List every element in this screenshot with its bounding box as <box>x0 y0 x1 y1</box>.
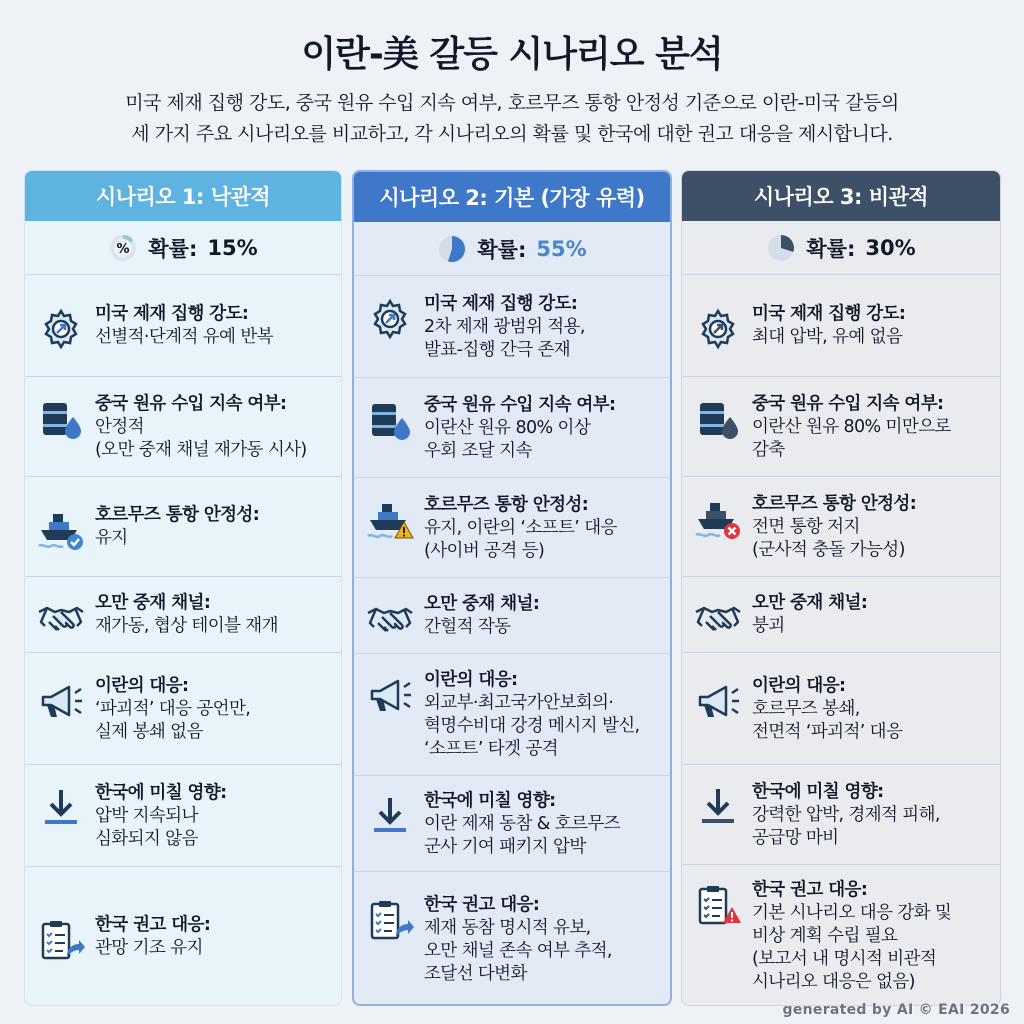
scenario-row <box>354 478 670 578</box>
row-text <box>424 790 664 859</box>
row-value: 외교부·최고국가안보회의· 혁명수비대 강경 메시지 발신, ‘소프트’ 타겟 공격 <box>424 693 640 759</box>
row-value: 제재 동참 명시적 유보, 오만 채널 존속 여부 추적, 조달선 다변화 <box>424 918 612 984</box>
megaphone-icon <box>366 671 414 719</box>
row-label: 중국 원유 수입 지속 여부: <box>424 395 616 415</box>
scenario-row <box>25 377 341 477</box>
row-label: 오만 중재 채널: <box>752 593 868 613</box>
scenario-row <box>682 377 1000 477</box>
row-text <box>95 914 335 960</box>
row-value: 유지, 이란의 ‘소프트’ 대응 (사이버 공격 등) <box>424 518 617 561</box>
scenario-row <box>682 577 1000 653</box>
scenario-row <box>25 653 341 765</box>
handshake-icon <box>694 594 742 642</box>
pie-chart-icon <box>766 233 796 263</box>
row-label: 오만 중재 채널: <box>424 594 540 614</box>
row-label: 미국 제재 집행 강도: <box>424 294 578 314</box>
page-subtitle <box>40 88 984 150</box>
oil-barrel-drop-icon <box>694 395 742 443</box>
row-label: 이란의 대응: <box>752 676 846 696</box>
row-value: 강력한 압박, 경제적 피해, 공급망 마비 <box>752 805 940 848</box>
probability-label: 확률: <box>477 237 527 262</box>
row-value: 간헐적 작동 <box>424 617 511 637</box>
probability-row <box>354 222 670 276</box>
probability-value: 55% <box>536 236 587 261</box>
scenario-column-pessimistic <box>681 170 1001 1006</box>
row-label: 미국 제재 집행 강도: <box>95 304 249 324</box>
probability-value: 15% <box>207 235 258 260</box>
scenario-row <box>682 765 1000 865</box>
probability-value: 30% <box>865 235 916 260</box>
row-text <box>95 303 335 349</box>
probability-row <box>25 221 341 275</box>
row-text <box>95 592 335 638</box>
row-text <box>752 879 994 994</box>
row-label: 한국 권고 대응: <box>424 895 540 915</box>
row-label: 한국에 미칠 영향: <box>424 791 556 811</box>
row-label: 오만 중재 채널: <box>95 593 211 613</box>
scenario-column-optimistic <box>24 170 342 1006</box>
row-value: 관망 기조 유지 <box>95 938 203 958</box>
row-label: 호르무즈 통항 안정성: <box>752 494 917 514</box>
row-label: 이란의 대응: <box>95 676 189 696</box>
scenario-row <box>354 776 670 872</box>
row-text <box>95 504 335 550</box>
probability-label: 확률: <box>806 236 856 261</box>
scenario-row <box>25 867 341 1006</box>
oil-barrel-drop-icon <box>37 395 85 443</box>
row-text <box>424 593 664 639</box>
download-arrow-icon <box>37 784 85 832</box>
clipboard-share-icon <box>366 896 414 944</box>
clipboard-share-icon <box>37 916 85 964</box>
scenario-row <box>25 477 341 577</box>
row-text <box>424 894 664 986</box>
handshake-icon <box>37 594 85 642</box>
row-text <box>752 675 994 744</box>
row-label: 한국에 미칠 영향: <box>752 782 884 802</box>
pie-chart-icon <box>108 233 138 263</box>
scenario-title: 시나리오 1: 낙관적 <box>25 171 341 221</box>
svg-text:%: % <box>116 241 130 257</box>
row-value: 이란 제재 동참 & 호르무즈 군사 기여 패키지 압박 <box>424 814 620 857</box>
row-text <box>752 393 994 462</box>
probability-label: 확률: <box>148 236 198 261</box>
megaphone-icon <box>37 677 85 725</box>
row-value: 압박 지속되나 심화되지 않음 <box>95 806 198 849</box>
row-value: 기본 시나리오 대응 강화 및 비상 계획 수립 필요 (보고서 내 명시적 비관적 시나리오 대응은 없음) <box>752 903 952 992</box>
row-label: 이란의 대응: <box>424 670 518 690</box>
row-label: 한국에 미칠 영향: <box>95 783 227 803</box>
scenario-row <box>354 276 670 378</box>
row-text <box>752 592 994 638</box>
gear-arrow-icon <box>694 305 742 353</box>
scenario-row <box>682 653 1000 765</box>
row-text <box>424 494 664 563</box>
row-label: 미국 제재 집행 강도: <box>752 304 906 324</box>
row-text <box>424 394 664 463</box>
subtitle-line-2: 세 가지 주요 시나리오를 비교하고, 각 시나리오의 확률 및 한국에 대한 권고 대응을 제시합니다. <box>131 123 893 145</box>
scenario-row <box>354 378 670 478</box>
scenario-title: 시나리오 2: 기본 (가장 유력) <box>354 172 670 222</box>
row-text <box>752 781 994 850</box>
download-arrow-icon <box>694 783 742 831</box>
row-value: 이란산 원유 80% 미만으로 감축 <box>752 417 951 460</box>
download-arrow-icon <box>366 792 414 840</box>
megaphone-icon <box>694 677 742 725</box>
row-text <box>752 303 994 349</box>
ship-warning-icon <box>366 496 414 544</box>
scenario-row <box>682 275 1000 377</box>
row-value: 호르무즈 봉쇄, 전면적 ‘파괴적’ 대응 <box>752 699 903 742</box>
row-text <box>95 393 335 462</box>
row-label: 중국 원유 수입 지속 여부: <box>95 394 287 414</box>
row-label: 중국 원유 수입 지속 여부: <box>752 394 944 414</box>
gear-arrow-icon <box>366 295 414 343</box>
row-label: 호르무즈 통항 안정성: <box>424 495 589 515</box>
row-text <box>424 293 664 362</box>
handshake-icon <box>366 595 414 643</box>
scenario-row <box>354 872 670 1006</box>
row-value: 재가동, 협상 테이블 재개 <box>95 616 278 636</box>
scenario-row <box>682 865 1000 1006</box>
row-value: 붕괴 <box>752 616 785 636</box>
row-value: 이란산 원유 80% 이상 우회 조달 지속 <box>424 418 591 461</box>
gear-arrow-icon <box>37 305 85 353</box>
row-text <box>752 493 994 562</box>
scenario-row <box>25 577 341 653</box>
row-text <box>95 782 335 851</box>
clipboard-warning-icon <box>694 881 742 929</box>
ship-check-icon <box>37 506 85 554</box>
scenario-title: 시나리오 3: 비관적 <box>682 171 1000 221</box>
ship-blocked-icon <box>694 495 742 543</box>
row-text <box>424 669 664 761</box>
scenario-row <box>354 654 670 776</box>
row-value: 안정적 (오만 중재 채널 재가동 시사) <box>95 417 307 460</box>
subtitle-line-1: 미국 제재 집행 강도, 중국 원유 수입 지속 여부, 호르무즈 통항 안정성 기준으로 이란-미국 갈등의 <box>125 92 899 114</box>
row-label: 호르무즈 통항 안정성: <box>95 505 260 525</box>
scenario-row <box>682 477 1000 577</box>
row-value: ‘파괴적’ 대응 공언만, 실제 봉쇄 없음 <box>95 699 251 742</box>
scenario-column-baseline <box>352 170 672 1006</box>
row-value: 전면 통항 저지 (군사적 충돌 가능성) <box>752 517 905 560</box>
pie-chart-icon <box>437 234 467 264</box>
scenario-row <box>25 275 341 377</box>
row-value: 최대 압박, 유예 없음 <box>752 327 903 347</box>
scenario-row <box>354 578 670 654</box>
page-title: 이란-美 갈등 시나리오 분석 <box>301 34 723 75</box>
row-label: 한국 권고 대응: <box>95 915 211 935</box>
row-label: 한국 권고 대응: <box>752 880 868 900</box>
scenario-row <box>25 765 341 867</box>
oil-barrel-drop-icon <box>366 396 414 444</box>
row-value: 2차 제재 광범위 적용, 발표-집행 간극 존재 <box>424 317 585 360</box>
row-value: 유지 <box>95 528 128 548</box>
footer-credit: generated by AI © EAI 2026 <box>782 1002 1010 1018</box>
row-value: 선별적·단계적 유예 반복 <box>95 327 273 347</box>
probability-row <box>682 221 1000 275</box>
row-text <box>95 675 335 744</box>
